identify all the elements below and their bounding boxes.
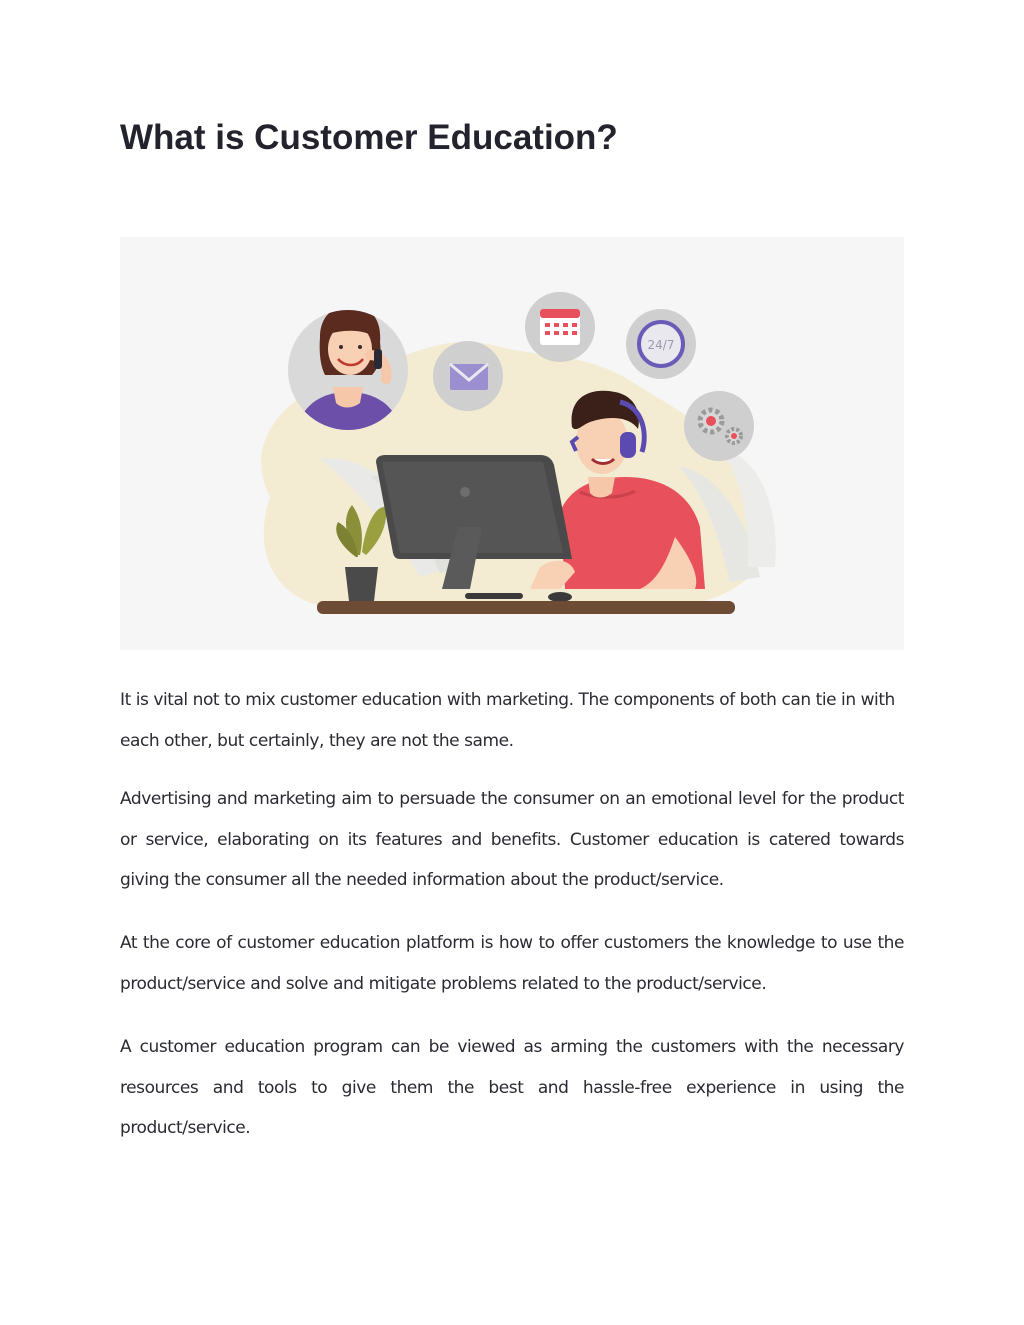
paragraph: It is vital not to mix customer education with marketing. The components of both can tie in with each other, but certainly, they are not the same. [120, 690, 895, 751]
clock-icon [626, 309, 696, 379]
envelope-icon [433, 341, 503, 411]
customer-support-illustration [120, 237, 904, 650]
gears-icon [684, 391, 754, 461]
desk [317, 601, 735, 614]
paragraph: At the core of customer education platform is how to offer customers the knowledge to use the product/service and solve and mitigate problems related to the product/service. [120, 933, 904, 994]
paragraph: Advertising and marketing aim to persuade the consumer on an emotional level for the product or service, elaborating on its features and benefits. Customer education is catered towards giving the consumer all the needed information about the product/service. [120, 789, 904, 890]
page-title: What is Customer Education? [120, 118, 618, 157]
paragraph: A customer education program can be viewed as arming the customers with the necessary resources and tools to give them the best and hassle-free experience in using the product/service. [120, 1037, 904, 1138]
clock-label: 24/7 [647, 338, 675, 352]
calendar-icon [525, 292, 595, 362]
